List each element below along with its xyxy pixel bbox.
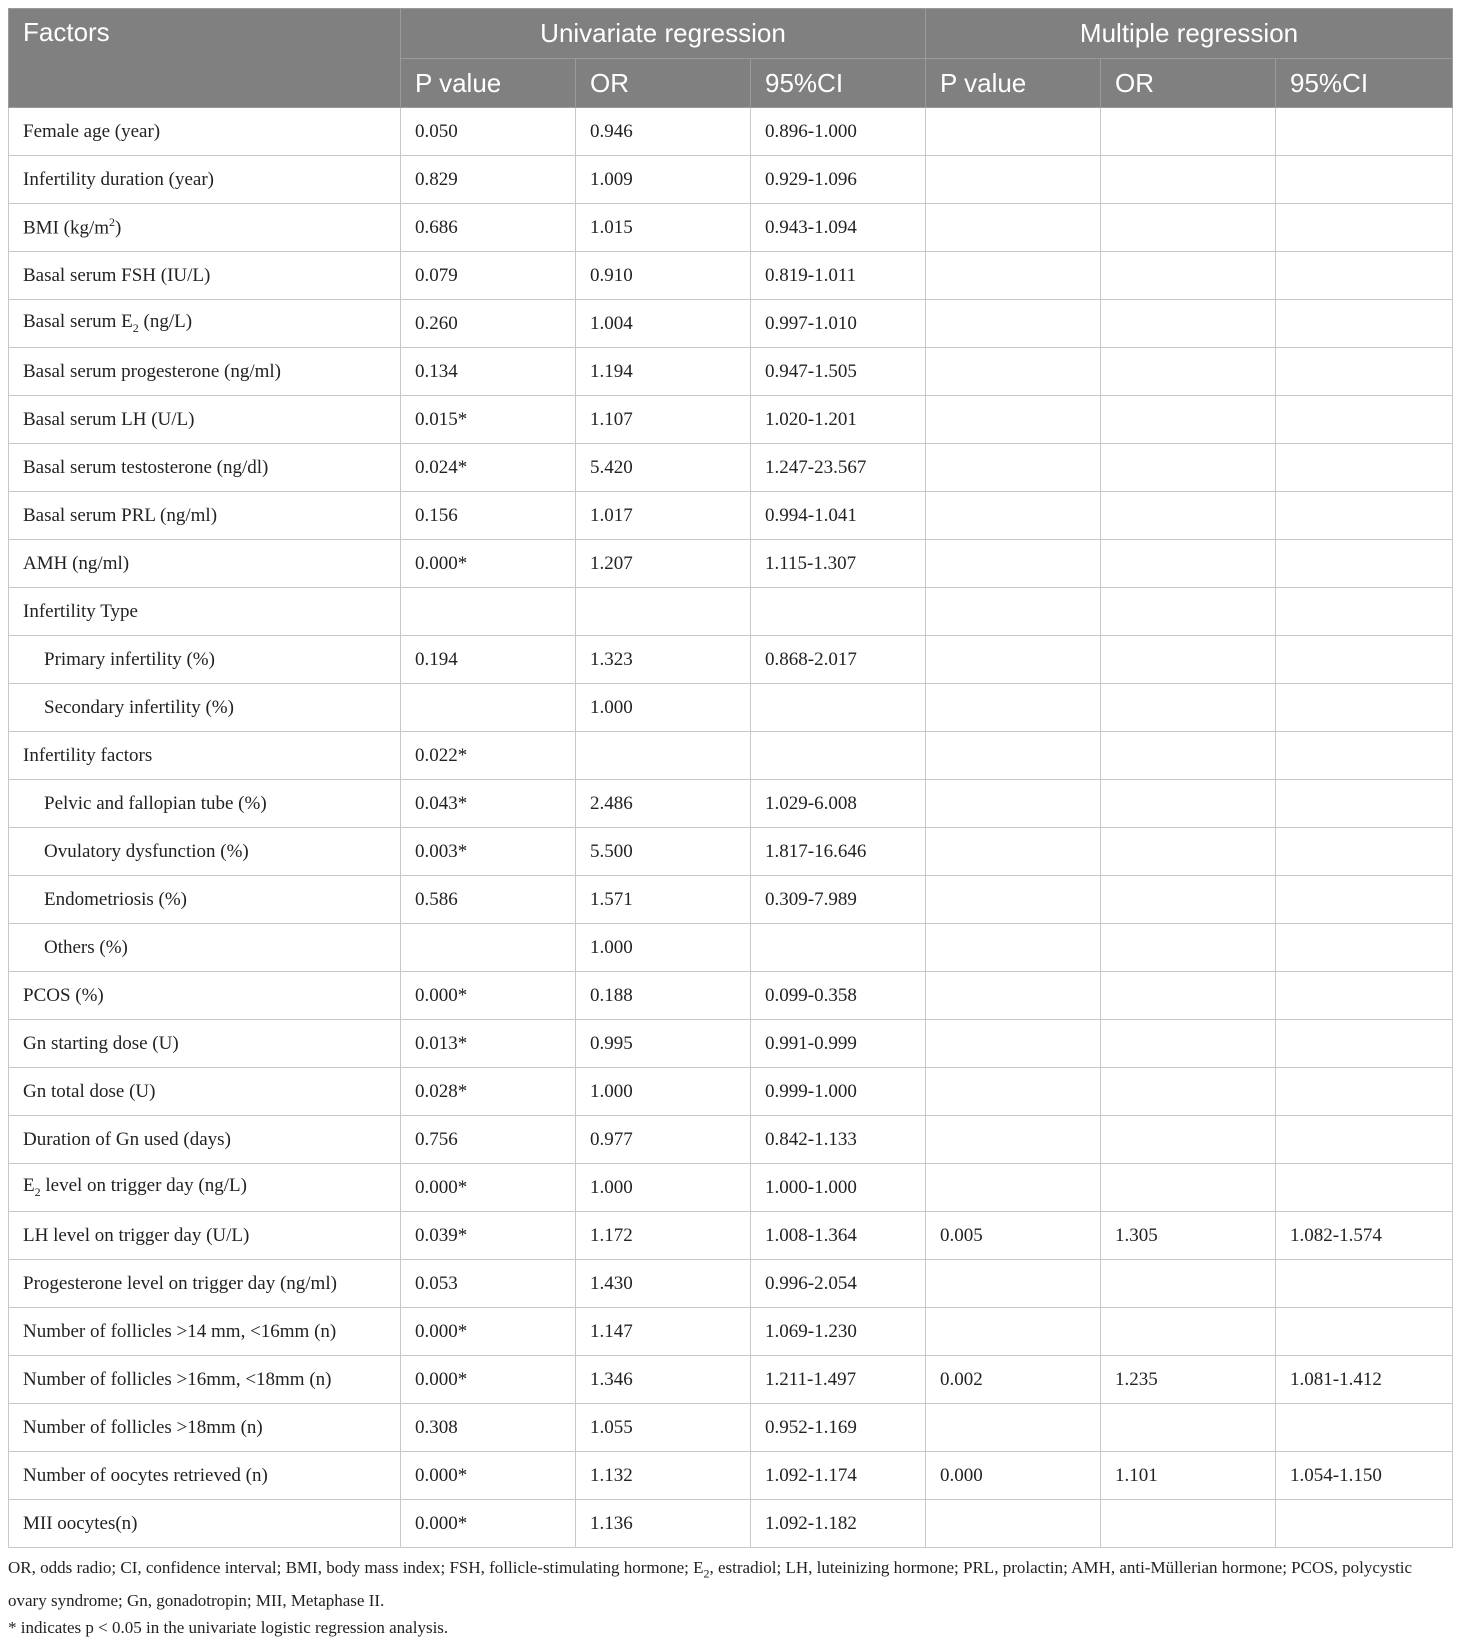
cell-m-p (926, 1500, 1101, 1548)
cell-u-or: 0.910 (576, 252, 751, 300)
factor-label: Progesterone level on trigger day (ng/ml) (9, 1260, 401, 1308)
cell-u-p: 0.000* (401, 1308, 576, 1356)
header-univariate-or: OR (576, 59, 751, 108)
cell-m-ci (1276, 540, 1453, 588)
cell-m-or (1101, 1260, 1276, 1308)
cell-u-p: 0.003* (401, 828, 576, 876)
cell-m-p (926, 156, 1101, 204)
cell-u-or: 1.571 (576, 876, 751, 924)
factor-label: Basal serum FSH (IU/L) (9, 252, 401, 300)
table-row (9, 1308, 1453, 1356)
cell-u-p: 0.039* (401, 1212, 576, 1260)
cell-m-ci (1276, 252, 1453, 300)
table-row (9, 1068, 1453, 1116)
cell-m-ci (1276, 444, 1453, 492)
cell-m-or (1101, 780, 1276, 828)
factor-label: LH level on trigger day (U/L) (9, 1212, 401, 1260)
cell-m-p: 0.000 (926, 1452, 1101, 1500)
cell-m-or (1101, 348, 1276, 396)
factor-label: Basal serum LH (U/L) (9, 396, 401, 444)
cell-u-p: 0.000* (401, 540, 576, 588)
cell-m-or: 1.305 (1101, 1212, 1276, 1260)
table-row (9, 1164, 1453, 1212)
cell-m-p (926, 636, 1101, 684)
cell-u-p: 0.686 (401, 204, 576, 252)
cell-u-or: 0.188 (576, 972, 751, 1020)
cell-m-p (926, 444, 1101, 492)
cell-u-p: 0.000* (401, 972, 576, 1020)
regression-table-container (8, 8, 1452, 1641)
table-row (9, 972, 1453, 1020)
table-body (9, 108, 1453, 1548)
cell-m-ci (1276, 588, 1453, 636)
cell-m-or: 1.235 (1101, 1356, 1276, 1404)
table-row (9, 876, 1453, 924)
cell-m-or (1101, 1020, 1276, 1068)
cell-m-p (926, 684, 1101, 732)
cell-u-p: 0.586 (401, 876, 576, 924)
factor-label: Pelvic and fallopian tube (%) (9, 780, 401, 828)
cell-m-or (1101, 444, 1276, 492)
cell-m-or (1101, 684, 1276, 732)
cell-u-p: 0.000* (401, 1452, 576, 1500)
cell-m-p (926, 1116, 1101, 1164)
cell-u-p: 0.022* (401, 732, 576, 780)
cell-u-or: 1.000 (576, 1068, 751, 1116)
factor-label: Basal serum PRL (ng/ml) (9, 492, 401, 540)
header-multiple: Multiple regression (926, 9, 1453, 59)
cell-u-ci: 0.842-1.133 (751, 1116, 926, 1164)
cell-m-p (926, 732, 1101, 780)
table-row (9, 444, 1453, 492)
table-row (9, 108, 1453, 156)
factor-label: Endometriosis (%) (9, 876, 401, 924)
cell-u-ci: 0.997-1.010 (751, 300, 926, 348)
table-row (9, 780, 1453, 828)
cell-u-p (401, 588, 576, 636)
cell-u-or: 0.946 (576, 108, 751, 156)
header-multiple-ci: 95%CI (1276, 59, 1453, 108)
cell-u-or: 1.009 (576, 156, 751, 204)
cell-m-ci (1276, 156, 1453, 204)
cell-m-or (1101, 1068, 1276, 1116)
cell-m-p (926, 588, 1101, 636)
cell-m-or (1101, 492, 1276, 540)
cell-u-p: 0.194 (401, 636, 576, 684)
cell-m-p (926, 1308, 1101, 1356)
cell-m-p (926, 108, 1101, 156)
cell-m-ci (1276, 396, 1453, 444)
cell-u-or: 1.000 (576, 684, 751, 732)
factor-label: Others (%) (9, 924, 401, 972)
cell-u-p: 0.053 (401, 1260, 576, 1308)
cell-m-or (1101, 972, 1276, 1020)
cell-m-ci (1276, 972, 1453, 1020)
cell-u-ci: 0.943-1.094 (751, 204, 926, 252)
cell-m-p: 0.002 (926, 1356, 1101, 1404)
table-row (9, 924, 1453, 972)
cell-u-or: 1.172 (576, 1212, 751, 1260)
cell-m-p (926, 252, 1101, 300)
cell-u-ci: 0.929-1.096 (751, 156, 926, 204)
cell-u-ci: 1.092-1.182 (751, 1500, 926, 1548)
cell-u-p: 0.308 (401, 1404, 576, 1452)
cell-u-or: 1.207 (576, 540, 751, 588)
factor-label: Gn starting dose (U) (9, 1020, 401, 1068)
factor-label: Ovulatory dysfunction (%) (9, 828, 401, 876)
cell-u-ci (751, 924, 926, 972)
cell-u-p: 0.756 (401, 1116, 576, 1164)
table-header (9, 9, 1453, 108)
cell-u-ci: 1.092-1.174 (751, 1452, 926, 1500)
cell-m-ci: 1.054-1.150 (1276, 1452, 1453, 1500)
cell-m-p: 0.005 (926, 1212, 1101, 1260)
factor-label: $E_2$ level on trigger day (ng/L) (9, 1164, 401, 1212)
cell-m-or (1101, 396, 1276, 444)
cell-m-or (1101, 1500, 1276, 1548)
cell-u-ci: 1.069-1.230 (751, 1308, 926, 1356)
cell-m-ci (1276, 684, 1453, 732)
cell-u-or: 2.486 (576, 780, 751, 828)
factor-label: Primary infertility (%) (9, 636, 401, 684)
cell-m-p (926, 876, 1101, 924)
factor-label: Basal serum $E_2$ (ng/L) (9, 300, 401, 348)
cell-u-ci: 0.896-1.000 (751, 108, 926, 156)
cell-m-ci (1276, 780, 1453, 828)
table-row (9, 156, 1453, 204)
cell-u-ci: 0.991-0.999 (751, 1020, 926, 1068)
factor-label: Duration of Gn used (days) (9, 1116, 401, 1164)
header-univariate: Univariate regression (401, 9, 926, 59)
cell-m-or (1101, 1308, 1276, 1356)
factor-label: MII oocytes(n) (9, 1500, 401, 1548)
cell-u-or: 1.132 (576, 1452, 751, 1500)
cell-u-or: 1.147 (576, 1308, 751, 1356)
cell-u-ci (751, 684, 926, 732)
table-row (9, 684, 1453, 732)
cell-m-or (1101, 252, 1276, 300)
cell-m-ci (1276, 1020, 1453, 1068)
cell-m-or (1101, 924, 1276, 972)
factor-label: Number of follicles >18mm (n) (9, 1404, 401, 1452)
header-univariate-p: P value (401, 59, 576, 108)
cell-m-p (926, 396, 1101, 444)
factor-label: BMI $(kg/m^2)$ (9, 204, 401, 252)
cell-m-ci (1276, 636, 1453, 684)
factor-label: Basal serum testosterone (ng/dl) (9, 444, 401, 492)
cell-u-p: 0.043* (401, 780, 576, 828)
cell-u-or: 1.346 (576, 1356, 751, 1404)
cell-u-or: 1.055 (576, 1404, 751, 1452)
cell-u-ci: 0.868-2.017 (751, 636, 926, 684)
cell-m-ci (1276, 876, 1453, 924)
cell-u-ci: 0.996-2.054 (751, 1260, 926, 1308)
factor-label: Gn total dose (U) (9, 1068, 401, 1116)
table-row (9, 636, 1453, 684)
cell-m-or (1101, 1404, 1276, 1452)
table-row (9, 588, 1453, 636)
cell-u-or: 5.500 (576, 828, 751, 876)
cell-m-p (926, 348, 1101, 396)
cell-m-or (1101, 1116, 1276, 1164)
cell-u-ci (751, 732, 926, 780)
cell-u-or: 1.194 (576, 348, 751, 396)
cell-m-ci (1276, 348, 1453, 396)
factor-label: Infertility Type (9, 588, 401, 636)
table-row (9, 1404, 1453, 1452)
cell-m-or (1101, 204, 1276, 252)
cell-m-or (1101, 828, 1276, 876)
cell-m-p (926, 1404, 1101, 1452)
cell-u-ci: 1.008-1.364 (751, 1212, 926, 1260)
cell-u-ci: 1.247-23.567 (751, 444, 926, 492)
cell-u-or: 1.136 (576, 1500, 751, 1548)
cell-u-ci: 1.211-1.497 (751, 1356, 926, 1404)
cell-m-p (926, 924, 1101, 972)
cell-u-ci: 0.099-0.358 (751, 972, 926, 1020)
cell-m-or (1101, 732, 1276, 780)
factor-label: Infertility duration (year) (9, 156, 401, 204)
table-row (9, 348, 1453, 396)
cell-u-or: 1.004 (576, 300, 751, 348)
cell-u-or: 0.995 (576, 1020, 751, 1068)
cell-u-ci: 1.817-16.646 (751, 828, 926, 876)
cell-u-p (401, 684, 576, 732)
cell-m-p (926, 204, 1101, 252)
cell-m-ci: 1.081-1.412 (1276, 1356, 1453, 1404)
table-row (9, 828, 1453, 876)
factor-label: PCOS (%) (9, 972, 401, 1020)
table-row (9, 300, 1453, 348)
factor-label: Female age (year) (9, 108, 401, 156)
cell-m-p (926, 1020, 1101, 1068)
cell-u-p: 0.028* (401, 1068, 576, 1116)
cell-m-p (926, 1260, 1101, 1308)
cell-u-ci: 0.994-1.041 (751, 492, 926, 540)
cell-m-or (1101, 156, 1276, 204)
factor-label: Infertility factors (9, 732, 401, 780)
table-footnotes (8, 1554, 1452, 1641)
cell-u-p: 0.000* (401, 1164, 576, 1212)
factor-label: Number of follicles >14 mm, <16mm (n) (9, 1308, 401, 1356)
cell-m-p (926, 1164, 1101, 1212)
cell-m-or (1101, 876, 1276, 924)
cell-m-ci (1276, 1260, 1453, 1308)
cell-u-p: 0.000* (401, 1500, 576, 1548)
cell-u-p: 0.260 (401, 300, 576, 348)
cell-m-or (1101, 108, 1276, 156)
header-univariate-ci: 95%CI (751, 59, 926, 108)
table-row (9, 204, 1453, 252)
cell-m-p (926, 1068, 1101, 1116)
factor-label: Number of oocytes retrieved (n) (9, 1452, 401, 1500)
table-row (9, 732, 1453, 780)
cell-m-ci (1276, 300, 1453, 348)
cell-u-p: 0.829 (401, 156, 576, 204)
cell-u-or: 1.000 (576, 924, 751, 972)
cell-m-p (926, 972, 1101, 1020)
cell-u-p: 0.024* (401, 444, 576, 492)
cell-u-p (401, 924, 576, 972)
cell-m-or (1101, 300, 1276, 348)
cell-u-or (576, 732, 751, 780)
cell-u-ci: 0.309-7.989 (751, 876, 926, 924)
cell-m-ci (1276, 1404, 1453, 1452)
table-row (9, 1500, 1453, 1548)
factor-label: Number of follicles >16mm, <18mm (n) (9, 1356, 401, 1404)
cell-m-ci (1276, 732, 1453, 780)
cell-u-or (576, 588, 751, 636)
cell-m-ci (1276, 1068, 1453, 1116)
cell-u-or: 1.017 (576, 492, 751, 540)
factor-label: Secondary infertility (%) (9, 684, 401, 732)
table-row (9, 1212, 1453, 1260)
cell-u-or: 0.977 (576, 1116, 751, 1164)
cell-m-ci (1276, 204, 1453, 252)
cell-u-ci: 0.947-1.505 (751, 348, 926, 396)
cell-u-ci: 0.819-1.011 (751, 252, 926, 300)
cell-u-or: 1.430 (576, 1260, 751, 1308)
table-row (9, 540, 1453, 588)
cell-m-p (926, 780, 1101, 828)
table-row (9, 1020, 1453, 1068)
factor-label: AMH (ng/ml) (9, 540, 401, 588)
cell-m-ci (1276, 1308, 1453, 1356)
cell-m-or (1101, 588, 1276, 636)
table-row (9, 1116, 1453, 1164)
table-row (9, 492, 1453, 540)
cell-u-or: 1.000 (576, 1164, 751, 1212)
cell-u-p: 0.156 (401, 492, 576, 540)
cell-u-or: 1.107 (576, 396, 751, 444)
cell-u-p: 0.050 (401, 108, 576, 156)
table-row (9, 252, 1453, 300)
cell-u-ci (751, 588, 926, 636)
cell-m-p (926, 492, 1101, 540)
cell-m-ci (1276, 924, 1453, 972)
header-multiple-p: P value (926, 59, 1101, 108)
regression-table (8, 8, 1453, 1548)
cell-u-ci: 0.999-1.000 (751, 1068, 926, 1116)
cell-u-ci: 0.952-1.169 (751, 1404, 926, 1452)
cell-m-ci: 1.082-1.574 (1276, 1212, 1453, 1260)
cell-u-p: 0.079 (401, 252, 576, 300)
cell-m-or (1101, 636, 1276, 684)
cell-u-ci: 1.000-1.000 (751, 1164, 926, 1212)
cell-m-p (926, 540, 1101, 588)
header-factors: Factors (9, 9, 401, 108)
cell-m-p (926, 300, 1101, 348)
significance-note: * indicates p < 0.05 in the univariate logistic regression analysis. (8, 1618, 449, 1638)
cell-u-p: 0.013* (401, 1020, 576, 1068)
cell-u-or: 1.015 (576, 204, 751, 252)
cell-u-p: 0.015* (401, 396, 576, 444)
cell-m-ci (1276, 108, 1453, 156)
table-row (9, 396, 1453, 444)
cell-m-or: 1.101 (1101, 1452, 1276, 1500)
cell-u-ci: 1.115-1.307 (751, 540, 926, 588)
header-multiple-or: OR (1101, 59, 1276, 108)
table-row (9, 1452, 1453, 1500)
table-row (9, 1356, 1453, 1404)
cell-u-p: 0.134 (401, 348, 576, 396)
cell-m-ci (1276, 1164, 1453, 1212)
table-row (9, 1260, 1453, 1308)
cell-u-ci: 1.029-6.008 (751, 780, 926, 828)
cell-u-ci: 1.020-1.201 (751, 396, 926, 444)
cell-u-or: 5.420 (576, 444, 751, 492)
cell-m-p (926, 828, 1101, 876)
cell-u-p: 0.000* (401, 1356, 576, 1404)
cell-m-or (1101, 540, 1276, 588)
cell-m-ci (1276, 492, 1453, 540)
abbreviations-note: OR, odds radio; CI, confidence interval; BMI, body mass index; FSH, follicle-stimulating hormone; $E_2$, estradiol; LH, luteinizing hormone; PRL, prolactin; AMH, anti-Müllerian hormone; PCOS, polycystic ovary syndrome; Gn, gonadotropin; MII, Metaphase II. (8, 1558, 1413, 1611)
factor-label: Basal serum progesterone (ng/ml) (9, 348, 401, 396)
cell-m-or (1101, 1164, 1276, 1212)
cell-m-ci (1276, 828, 1453, 876)
cell-m-ci (1276, 1500, 1453, 1548)
cell-m-ci (1276, 1116, 1453, 1164)
cell-u-or: 1.323 (576, 636, 751, 684)
